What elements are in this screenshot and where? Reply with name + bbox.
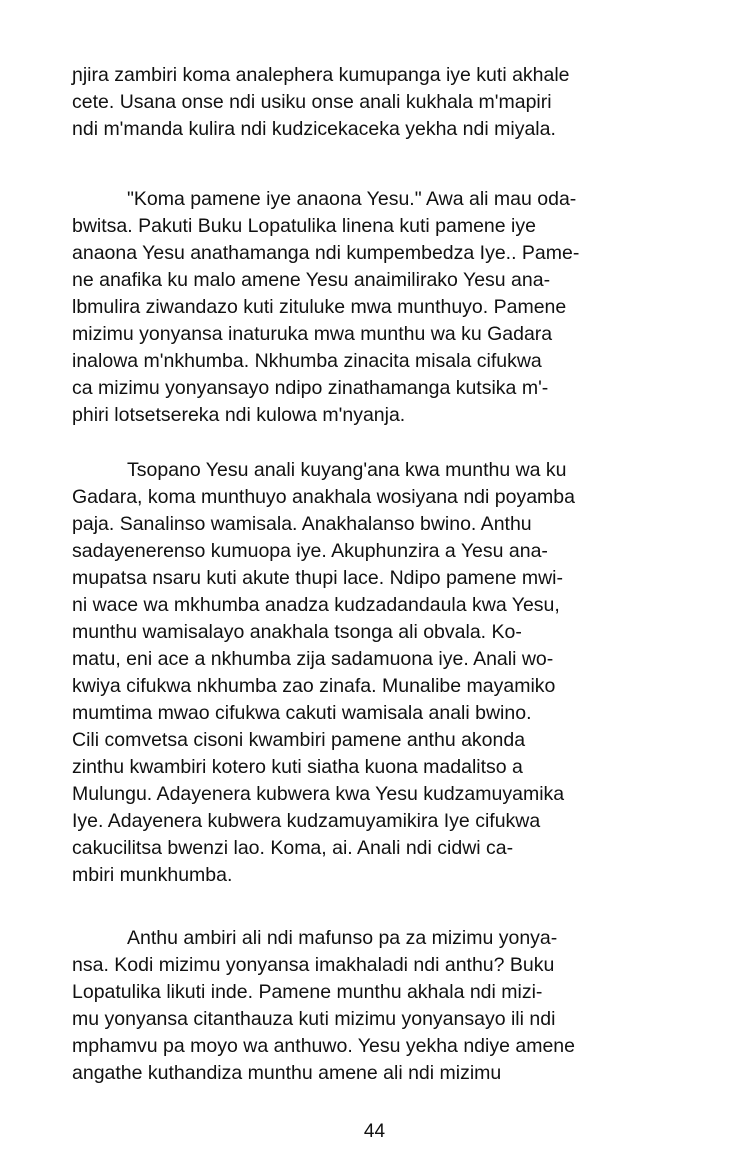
text-line: anaona Yesu anathamanga ndi kumpembedza Iye.. Pame- [72,242,580,264]
text-line: "Koma pamene iye anaona Yesu." Awa ali mau oda- [127,188,577,210]
text-line: Lopatulika likuti inde. Pamene munthu akhala ndi mizi- [72,981,543,1003]
text-line: angathe kuthandiza munthu amene ali ndi mizimu [72,1062,502,1084]
text-line: lbmulira ziwandazo kuti zituluke mwa munthuyo. Pamene [72,296,567,318]
text-line: bwitsa. Pakuti Buku Lopatulika linena kuti pamene iye [72,215,536,237]
text-line: mupatsa nsaru kuti akute thupi lace. Ndipo pamene mwi- [72,567,564,589]
text-line: mizimu yonyansa inaturuka mwa munthu wa ku Gadara [72,323,553,345]
text-line: Gadara, koma munthuyo anakhala wosiyana ndi poyamba [72,486,575,508]
text-line: ɲjira zambiri koma analephera kumupanga iye kuti akhale [72,64,570,86]
paragraph-1 [72,62,749,143]
text-line: Tsopano Yesu anali kuyang'ana kwa munthu wa ku [127,459,567,481]
text-line: nsa. Kodi mizimu yonyansa imakhaladi ndi anthu? Buku [72,954,555,976]
text-line: phiri lotsetsereka ndi kulowa m'nyanja. [72,404,406,426]
text-line: cakucilitsa bwenzi lao. Koma, ai. Anali ndi cidwi ca- [72,837,514,859]
text-line: zinthu kwambiri kotero kuti siatha kuona madalitso a [72,756,523,778]
paragraph-3 [72,457,749,889]
page-number: 44 [363,1121,386,1142]
text-line: Iye. Adayenera kubwera kudzamuyamikira Iye cifukwa [72,810,541,832]
text-line: ndi m'manda kulira ndi kudzicekaceka yekha ndi miyala. [72,118,556,140]
paragraph-2 [72,186,749,429]
text-line: mbiri munkhumba. [72,864,233,886]
text-line: ni wace wa mkhumba anadza kudzadandaula kwa Yesu, [72,594,560,616]
text-line: munthu wamisalayo anakhala tsonga ali obvala. Ko- [72,621,522,643]
text-line: mu yonyansa citanthauza kuti mizimu yonyansayo ili ndi [72,1008,556,1030]
text-line: Mulungu. Adayenera kubwera kwa Yesu kudzamuyamika [72,783,565,805]
text-line: ca mizimu yonyansayo ndipo zinathamanga kutsika m'- [72,377,549,399]
text-line: matu, eni ace a nkhumba zija sadamuona iye. Anali wo- [72,648,554,670]
text-line: paja. Sanalinso wamisala. Anakhalanso bwino. Anthu [72,513,532,535]
paragraph-4 [72,925,749,1087]
text-line: Anthu ambiri ali ndi mafunso pa za mizimu yonya- [127,927,558,949]
text-line: sadayenerenso kumuopa iye. Akuphunzira a Yesu ana- [72,540,548,562]
text-line: Cili comvetsa cisoni kwambiri pamene anthu akonda [72,729,526,751]
text-line: mumtima mwao cifukwa cakuti wamisala anali bwino. [72,702,532,724]
text-line: kwiya cifukwa nkhumba zao zinafa. Munalibe mayamiko [72,675,556,697]
text-line: ne anafika ku malo amene Yesu anaimilirako Yesu ana- [72,269,551,291]
text-line: mphamvu pa moyo wa anthuwo. Yesu yekha ndiye amene [72,1035,575,1057]
text-line: inalowa m'nkhumba. Nkhumba zinacita misala cifukwa [72,350,542,372]
text-line: cete. Usana onse ndi usiku onse anali kukhala m'mapiri [72,91,552,113]
